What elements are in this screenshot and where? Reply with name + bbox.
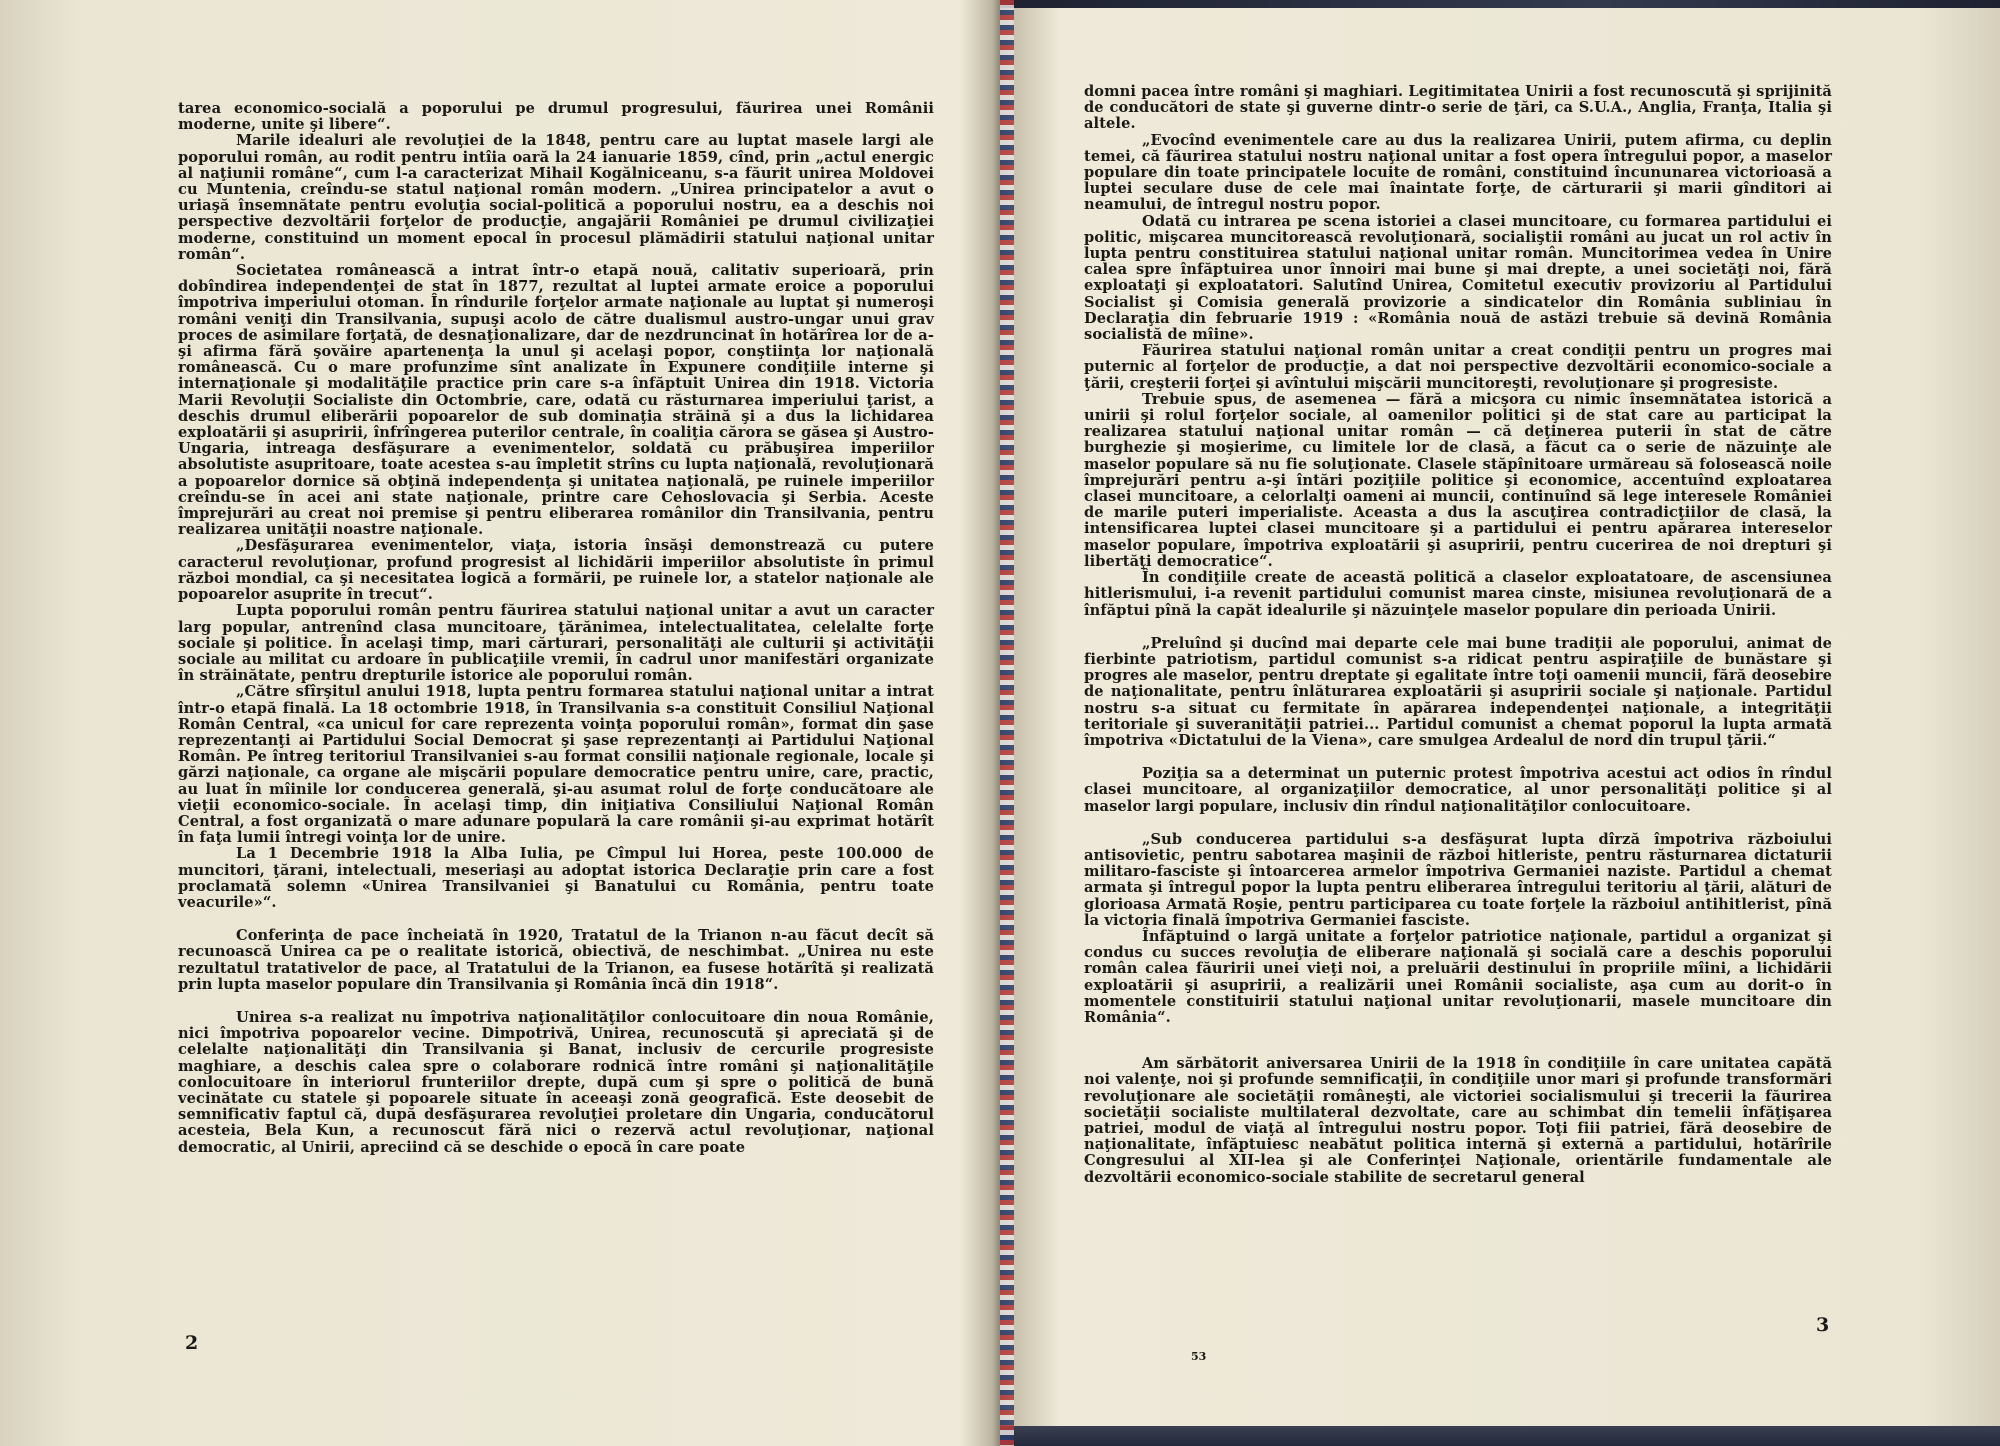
binding-headband	[1000, 0, 1014, 1446]
left-paragraph: „Către sfîrşitul anului 1918, lupta pentru formarea statului naţional unitar a intrat într-o etapă finală. La 18 octombrie 1918, în Transilvania s-a constituit Consiliul Naţional Român Central, «ca unicul for care reprezenta voinţa poporului român», format din şase reprezentanţi ai Partidului Social Democrat şi şase reprezentanţi ai Partidului Naţional Român. Pe întreg teritoriul Transilvaniei s-au format consilii naţionale regionale, locale şi gărzi naţionale, ca organe ale mişcării populare democratice pentru unire, care, practic, au luat în mîinile lor conducerea generală, şi-au asumat rolul de forţe conducătoare ale vieţii economico-sociale. În acelaşi timp, din iniţiativa Consiliului Naţional Român Central, a fost organizată o mare adunare populară la care românii şi-au exprimat hotărît în faţa lumii întregi voinţa lor de unire.	[178, 683, 934, 847]
signature-mark: 53	[1191, 1350, 1207, 1363]
right-paragraph: Am sărbătorit aniversarea Unirii de la 1918 în condiţiile în care unitatea capătă noi valenţe, noi şi profunde semnificaţii, în condiţiile unor mari şi profunde transformări revoluţionare ale societăţii româneşti, ale victoriei socialismului şi trecerii la făurirea societăţii socialiste multilateral dezvoltate, care au schimbat din temelii înfăţişarea patriei, modul de viaţă al întregului nostru popor. Toţi fiii patriei, fără deosebire de naţionalitate, înfăptuiesc neabătut politica internă şi externă a partidului, hotărîrile Congresului al XII-lea şi ale Conferinţei Naţionale, orientările fundamentale ale dezvoltării economico-sociale stabilite de secretarul general	[1084, 1055, 1832, 1186]
left-paragraph: La 1 Decembrie 1918 la Alba Iulia, pe Cîmpul lui Horea, peste 100.000 de muncitori, ţărani, intelectuali, meseriaşi au adoptat istorica Declaraţie prin care a fost proclamată solemn «Unirea Transilvaniei şi Banatului cu România, pentru toate veacurile»“.	[178, 845, 934, 911]
right-paragraph: „Sub conducerea partidului s-a desfăşurat lupta dîrză împotriva războiului antisovietic, pentru sabotarea maşinii de război hitleriste, pentru răsturnarea dictaturii militaro-fasciste şi întoarcerea armelor împotriva Germaniei naziste. Partidul a chemat armata şi întregul popor la lupta pentru eliberarea întregului teritoriu al ţării, alături de glorioasa Armată Roşie, pentru participarea cu toate forţele la războiul antihitlerist, pînă la victoria finală împotriva Germaniei fasciste.	[1084, 830, 1832, 929]
page-number-left: 2	[185, 1332, 199, 1354]
right-paragraph: În condiţiile create de această politică a claselor exploatatoare, de ascensiunea hitlerismului, i-a revenit partidului comunist marea cinste, misiunea revoluţionară de a înfăptui pînă la capăt idealurile şi năzuinţele maselor populare din perioada Unirii.	[1084, 569, 1832, 619]
left-paragraph: „Desfăşurarea evenimentelor, viaţa, istoria însăşi demonstrează cu putere caracterul revoluţionar, profund progresist al lichidării imperiilor absolutiste în primul război mondial, ca şi necesitatea logică a formării, pe ruinele lor, a statelor naţionale ale popoarelor asuprite în trecut“.	[178, 537, 934, 604]
left-paragraph: Marile idealuri ale revoluţiei de la 1848, pentru care au luptat masele largi ale poporului român, au rodit pentru intîia oară la 24 ianuarie 1859, cînd, prin „actul energic al naţiunii române“, cum l-a caracterizat Mihail Kogălniceanu, s-a făurit unirea Moldovei cu Muntenia, creîndu-se statul naţional român modern. „Unirea principatelor a avut o uriaşă însemnătate pentru evoluţia social-politică a poporului nostru, ea a deschis noi perspective dezvoltării forţelor de producţie, angajării României pe drumul civilizaţiei moderne, constituind un moment epocal în procesul plămădirii statului naţional unitar român“.	[178, 132, 934, 263]
left-paragraph: Unirea s-a realizat nu împotriva naţionalităţilor conlocuitoare din noua Românie, nici împotriva popoarelor vecine. Dimpotrivă, Unirea, recunoscută şi apreciată şi de celelalte naţionalităţi din Transilvania şi Banat, inclusiv de cercurile progresiste maghiare, a deschis calea spre o colaborare rodnică între români şi naţionalităţile conlocuitoare în interiorul frunteriilor drepte, după cum şi spre o politică de bună vecinătate cu statele şi popoarele situate în aceeaşi zonă geografică. Este deosebit de semnificativ faptul că, după desfăşurarea revoluţiei proletare din Ungaria, conducătorul acesteia, Bela Kun, a recunoscut fără nici o rezervă actul revoluţionar, naţional democratic, al Unirii, apreciind că se deschide o epocă în care poate	[178, 1008, 934, 1156]
right-paragraph: Poziţia sa a determinat un puternic protest împotriva acestui act odios în rîndul clasei muncitoare, al organizaţiilor democratice, al unor personalităţi politice şi al maselor largi populare, inclusiv din rîndul naţionalităţilor conlocuitoare.	[1084, 765, 1832, 815]
left-page-text	[178, 101, 934, 1156]
right-paragraph: „Preluînd şi ducînd mai departe cele mai bune tradiţii ale poporului, animat de fierbinte patriotism, partidul comunist s-a ridicat pentru aspiraţiile de bunăstare şi progres ale maselor, pentru dreptate şi egalitate între toţi oamenii muncii, fără deosebire de naţionalitate, pentru înlăturarea exploatării şi asupririi sociale şi naţionale. Partidul nostru s-a situat cu fermitate în apărarea independenţei naţionale, a integrităţii teritoriale şi suveranităţii patriei... Partidul comunist a chemat poporul la lupta armată împotriva «Dictatului de la Viena», care smulgea Ardealul de nord din trupul ţării.“	[1084, 634, 1832, 749]
page-number-right: 3	[1816, 1314, 1830, 1336]
left-paragraph: Conferinţa de pace încheiată în 1920, Tratatul de la Trianon n-au făcut decît să recunoască Unirea ca pe o realitate istorică, obiectivă, de neschimbat. „Unirea nu este rezultatul tratativelor de pace, al Tratatului de la Trianon, ea fusese hotărîtă şi realizată prin lupta maselor populare din Transilvania şi România încă din 1918“.	[178, 927, 934, 993]
right-page-text	[1084, 84, 1832, 1186]
right-paragraph: Odată cu intrarea pe scena istoriei a clasei muncitoare, cu formarea partidului ei politic, mişcarea muncitorească revoluţionară, socialiştii români au jucat un rol activ în lupta pentru constituirea statului naţional unitar român. Muncitorimea vedea în Unire calea spre înfăptuirea unor înnoiri mai bune şi mai drepte, a unei societăţi noi, fără exploataţi şi exploatatori. Salutînd Unirea, Comitetul executiv provizoriu al Partidului Socialist şi Comisia generală provizorie a sindicatelor din România subliniau în Declaraţia din februarie 1919 : «România nouă de astăzi trebuie să devină România socialistă de mîine».	[1084, 212, 1832, 344]
right-paragraph: „Evocînd evenimentele care au dus la realizarea Unirii, putem afirma, cu deplin temei, că făurirea statului nostru naţional unitar a fost opera întregului popor, a maselor populare din toate principatele locuite de români, constituind încununarea victorioasă a luptei seculare duse de cele mai înaintate forţe, de cărturarii şi marii gînditori ai neamului, de întregul nostru popor.	[1084, 131, 1832, 214]
right-paragraph: Trebuie spus, de asemenea — fără a micşora cu nimic însemnătatea istorică a unirii şi rolul forţelor sociale, al oamenilor politici şi de stat care au participat la realizarea statului naţional unitar român — că deţinerea puterii în stat de către burghezie şi moşierime, cu limitele lor de clasă, a făcut ca o serie de năzuinţe ale maselor populare să nu fie soluţionate. Clasele stăpînitoare urmăreau să folosească noile împrejurări pentru a-şi întări poziţiile politice şi economice, accentuînd exploatarea clasei muncitoare, a celorlalţi oameni ai muncii, continuînd să lege interesele României de marile puteri imperialiste. Aceasta a dus la ascuţirea contradicţiilor de clasă, la intensificarea luptei clasei muncitoare şi a partidului ei pentru apărarea intereselor maselor populare, împotriva exploatării şi asupririi, pentru cucerirea de noi drepturi şi libertăţi democratice“.	[1084, 390, 1832, 570]
right-paragraph: domni pacea între români şi maghiari. Legitimitatea Unirii a fost recunoscută şi sprijinită de conducători de state şi guverne dintr-o serie de ţări, ca S.U.A., Anglia, Franţa, Italia şi altele.	[1084, 83, 1832, 133]
right-paragraph: Făurirea statului naţional român unitar a creat condiţii pentru un progres mai puternic al forţelor de producţie, a dat noi perspective dezvoltării economico-sociale a ţării, creşterii forţei şi avîntului mişcării muncitoreşti, revoluţionare şi progresiste.	[1084, 342, 1832, 392]
left-paragraph: Societatea românească a intrat într-o etapă nouă, calitativ superioară, prin dobîndirea independenţei de stat în 1877, rezultat al luptei armate eroice a poporului împotriva imperiului otoman. În rîndurile forţelor armate naţionale au luptat şi numeroşi români veniţi din Transilvania, supuşi acolo de către dualismul austro-ungar unui grav proces de asimilare forţată, de desnaţionalizare, dar de nezdruncinat în hotărîrea lor de a-şi afirma fără şovăire apartenenţa la unul şi acelaşi popor, conştiinţa lor naţională românească. Cu o mare profunzime sînt analizate în Expunere condiţiile interne şi internaţionale şi modalităţile practice prin care s-a înfăptuit Unirea din 1918. Victoria Marii Revoluţii Socialiste din Octombrie, care, odată cu răsturnarea imperiului ţarist, a deschis drumul eliberării popoarelor de sub dominaţia străină şi a dus la lichidarea exploatării şi asupririi, înfrîngerea puterilor centrale, în coaliţia cărora se găsea şi Austro-Ungaria, intreaga desfăşurare a evenimentelor, soldată cu prăbuşirea imperiilor absolutiste asupritoare, toate acestea s-au împletit strîns cu lupta naţională, revoluţionară a popoarelor dornice să obţină independenţa şi unitatea naţională, pe ruinele imperiilor creîndu-se în acei ani state naţionale, printre care Cehoslovacia şi Serbia. Aceste împrejurări au creat noi premise şi pentru eliberarea românilor din Transilvania, pentru realizarea unităţii noastre naţionale.	[178, 262, 934, 539]
right-paragraph: Înfăptuind o largă unitate a forţelor patriotice naţionale, partidul a organizat şi condus cu succes revoluţia de eliberare naţională şi socială care a deschis poporului român calea făuririi unei vieţi noi, a preluării destinului în propriile mîini, a lichidării exploatării şi asupririi, a realizării unei Românii socialiste, aşa cum au dorit-o în momentele constituirii statului naţional unitar revoluţionarii, masele muncitoare din România“.	[1084, 927, 1832, 1026]
left-paragraph: Lupta poporului român pentru făurirea statului naţional unitar a avut un caracter larg popular, antrenînd clasa muncitoare, ţărănimea, intelectualitatea, celelalte forţe sociale şi politice. În acelaşi timp, mari cărturari, personalităţi ale culturii şi activităţii sociale au militat cu ardoare în publicaţiile vremii, în cadrul unor manifestări organizate în străinătate, pentru drepturile istorice ale poporului român.	[178, 602, 934, 685]
right-page	[1014, 0, 2000, 1446]
left-paragraph: tarea economico-socială a poporului pe drumul progresului, făurirea unei Românii moderne, unite şi libere“.	[178, 100, 934, 134]
